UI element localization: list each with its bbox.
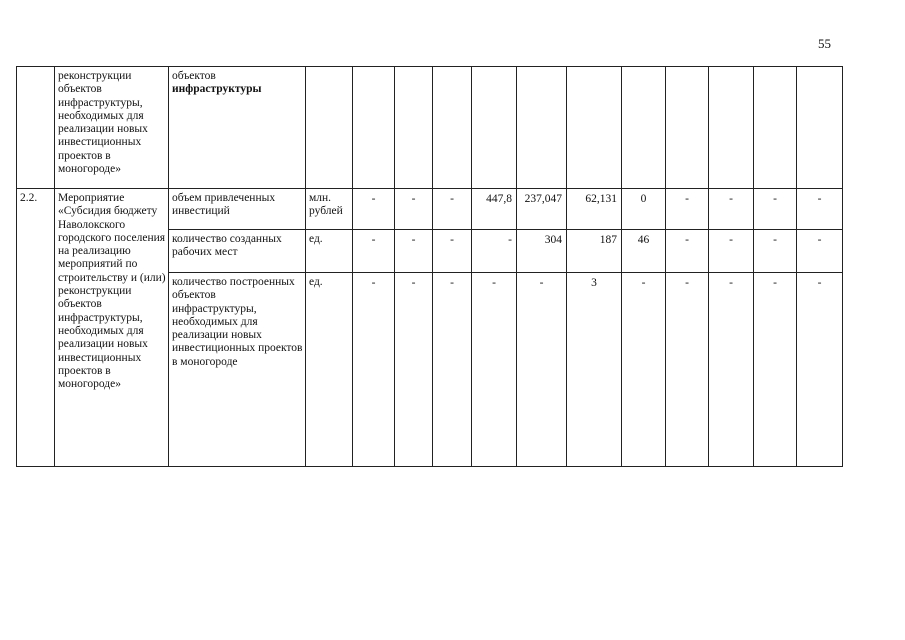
continued-value-cell (353, 67, 395, 189)
value-cell: - (709, 189, 754, 230)
value-cell: - (797, 189, 843, 230)
continued-value-cell (709, 67, 754, 189)
continued-value-cell (517, 67, 567, 189)
section-action-cell: Мероприятие «Субсидия бюджету Наволокского городского поселения на реализацию мероприятий по строительству и (или) реконструкции объектов инфраструктуры, необходимых для реализации новых инвестиционных проектов в моногороде» (55, 189, 169, 467)
value-cell: - (472, 230, 517, 273)
value-cell: - (622, 273, 666, 467)
continued-value-cell (666, 67, 709, 189)
continued-indicator-text: объектов (172, 70, 216, 82)
value-cell: - (472, 273, 517, 467)
value-cell: - (754, 189, 797, 230)
value-cell: 46 (622, 230, 666, 273)
continued-value-cell (797, 67, 843, 189)
value-cell: - (433, 230, 472, 273)
value-cell: - (395, 230, 433, 273)
continued-unit-cell (306, 67, 353, 189)
continued-value-cell (754, 67, 797, 189)
unit-cell: млн. рублей (306, 189, 353, 230)
value-cell: - (754, 273, 797, 467)
value-cell: - (709, 230, 754, 273)
value-cell: 187 (567, 230, 622, 273)
continued-action-cell: реконструкции объектов инфраструктуры, необходимых для реализации новых инвестиционных проектов в моногороде» (55, 67, 169, 189)
value-cell: 237,047 (517, 189, 567, 230)
value-cell: - (797, 273, 843, 467)
value-cell: - (666, 273, 709, 467)
value-cell: - (433, 273, 472, 467)
unit-cell: ед. (306, 273, 353, 467)
value-cell: 3 (567, 273, 622, 467)
indicator-cell: количество созданных рабочих мест (169, 230, 306, 273)
continued-indicator-cell (169, 67, 306, 189)
value-cell: 447,8 (472, 189, 517, 230)
continued-value-cell (395, 67, 433, 189)
page-number: 55 (818, 36, 831, 51)
value-cell: - (353, 230, 395, 273)
value-cell: - (353, 189, 395, 230)
continued-value-cell (472, 67, 517, 189)
indicators-table (16, 66, 843, 467)
continued-number-cell (17, 67, 55, 189)
value-cell: - (666, 189, 709, 230)
value-cell: 62,131 (567, 189, 622, 230)
unit-cell: ед. (306, 230, 353, 273)
value-cell: - (395, 273, 433, 467)
value-cell: 304 (517, 230, 567, 273)
indicator-cell: количество построенных объектов инфраструктуры, необходимых для реализации новых инвестиционных проектов в моногороде (169, 273, 306, 467)
table-row (17, 189, 843, 230)
continued-value-cell (433, 67, 472, 189)
value-cell: 0 (622, 189, 666, 230)
indicator-cell: объем привлеченных инвестиций (169, 189, 306, 230)
value-cell: - (353, 273, 395, 467)
continued-row (17, 67, 843, 189)
continued-value-cell (622, 67, 666, 189)
section-number-cell: 2.2. (17, 189, 55, 467)
continued-indicator-bold: инфраструктуры (172, 83, 262, 96)
value-cell: - (754, 230, 797, 273)
value-cell: - (709, 273, 754, 467)
value-cell: - (797, 230, 843, 273)
value-cell: - (433, 189, 472, 230)
value-cell: - (666, 230, 709, 273)
value-cell: - (517, 273, 567, 467)
value-cell: - (395, 189, 433, 230)
continued-value-cell (567, 67, 622, 189)
